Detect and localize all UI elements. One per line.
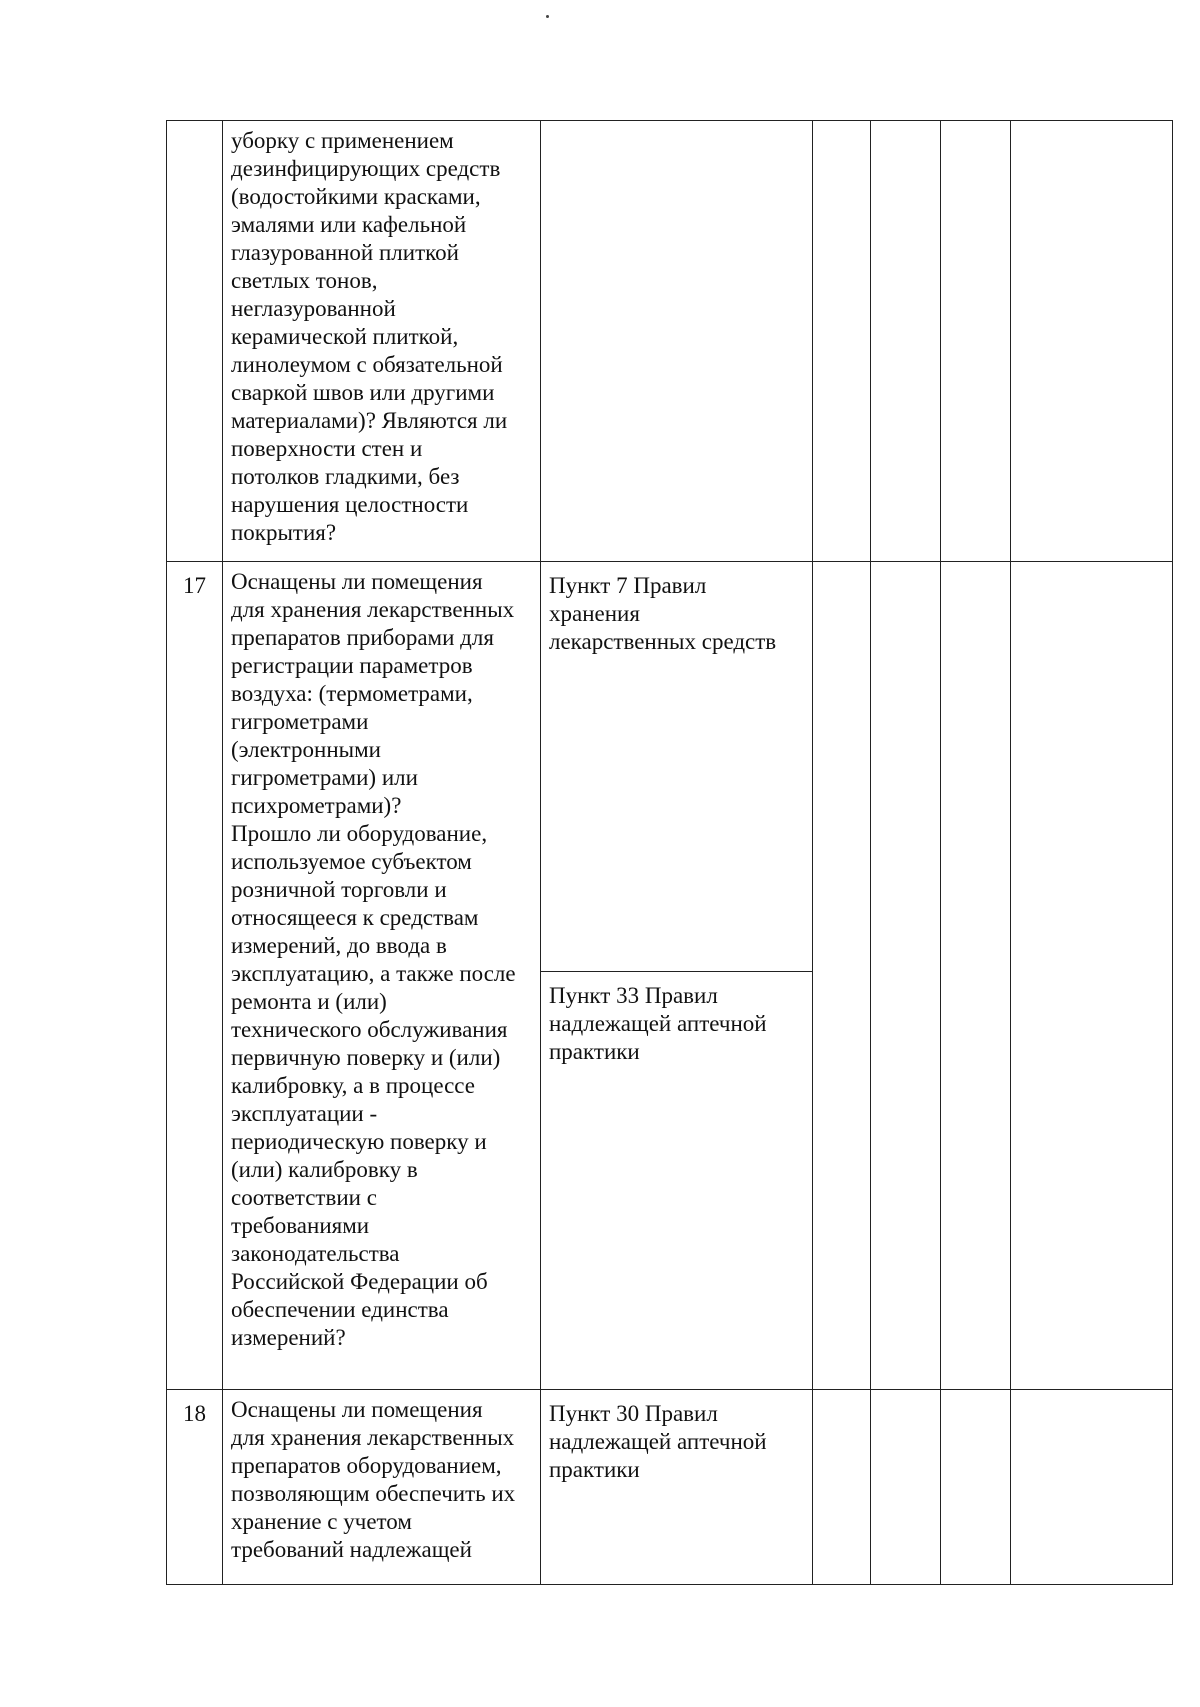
answer-cell-na xyxy=(941,1390,1011,1585)
answer-cell-yes xyxy=(813,562,871,1390)
table-row-17 xyxy=(167,562,1173,1390)
reference-text xyxy=(541,121,813,562)
scan-speck xyxy=(546,15,549,18)
comment-cell xyxy=(1011,121,1173,562)
reference-text-top: Пункт 7 Правил хранения лекарственных средств xyxy=(541,562,812,972)
reference-cell-split xyxy=(541,562,813,1390)
answer-cell-no xyxy=(871,1390,941,1585)
comment-cell xyxy=(1011,1390,1173,1585)
question-text: Оснащены ли помещения для хранения лекарственных препаратов приборами для регистрации параметров воздуха: (термометрами, гигрометрами (электронными гигрометрами) или психрометрами)? Прошло ли оборудование, используемое субъектом розничной торговли и относящееся к средствам измерений, до ввода в эксплуатацию, а также после ремонта и (или) технического обслуживания первичную поверку и (или) калибровку, а в процессе эксплуатации - периодическую поверку и (или) калибровку в соответствии с требованиями законодательства Российской Федерации об обеспечении единства измерений? xyxy=(223,562,541,1390)
table-row-continued xyxy=(167,121,1173,562)
question-text: уборку с применением дезинфицирующих средств (водостойкими красками, эмалями или кафельной глазурованной плиткой светлых тонов, неглазурованной керамической плиткой, линолеумом с обязательной сваркой швов или другими материалами)? Являются ли поверхности стен и потолков гладкими, без нарушения целостности покрытия? xyxy=(223,121,541,562)
reference-text-bottom: Пункт 33 Правил надлежащей аптечной практики xyxy=(549,983,767,1064)
row-number xyxy=(167,121,223,562)
answer-cell-na xyxy=(941,121,1011,562)
reference-text: Пункт 30 Правил надлежащей аптечной практики xyxy=(541,1390,813,1585)
row-number: 17 xyxy=(167,562,223,1390)
answer-cell-yes xyxy=(813,1390,871,1585)
answer-cell-no xyxy=(871,562,941,1390)
answer-cell-no xyxy=(871,121,941,562)
table-row-18 xyxy=(167,1390,1173,1585)
answer-cell-yes xyxy=(813,121,871,562)
question-text: Оснащены ли помещения для хранения лекарственных препаратов оборудованием, позволяющим обеспечить их хранение с учетом требований надлежащей xyxy=(223,1390,541,1585)
comment-cell xyxy=(1011,562,1173,1390)
answer-cell-na xyxy=(941,562,1011,1390)
row-number: 18 xyxy=(167,1390,223,1585)
checklist-table xyxy=(166,120,1173,1585)
